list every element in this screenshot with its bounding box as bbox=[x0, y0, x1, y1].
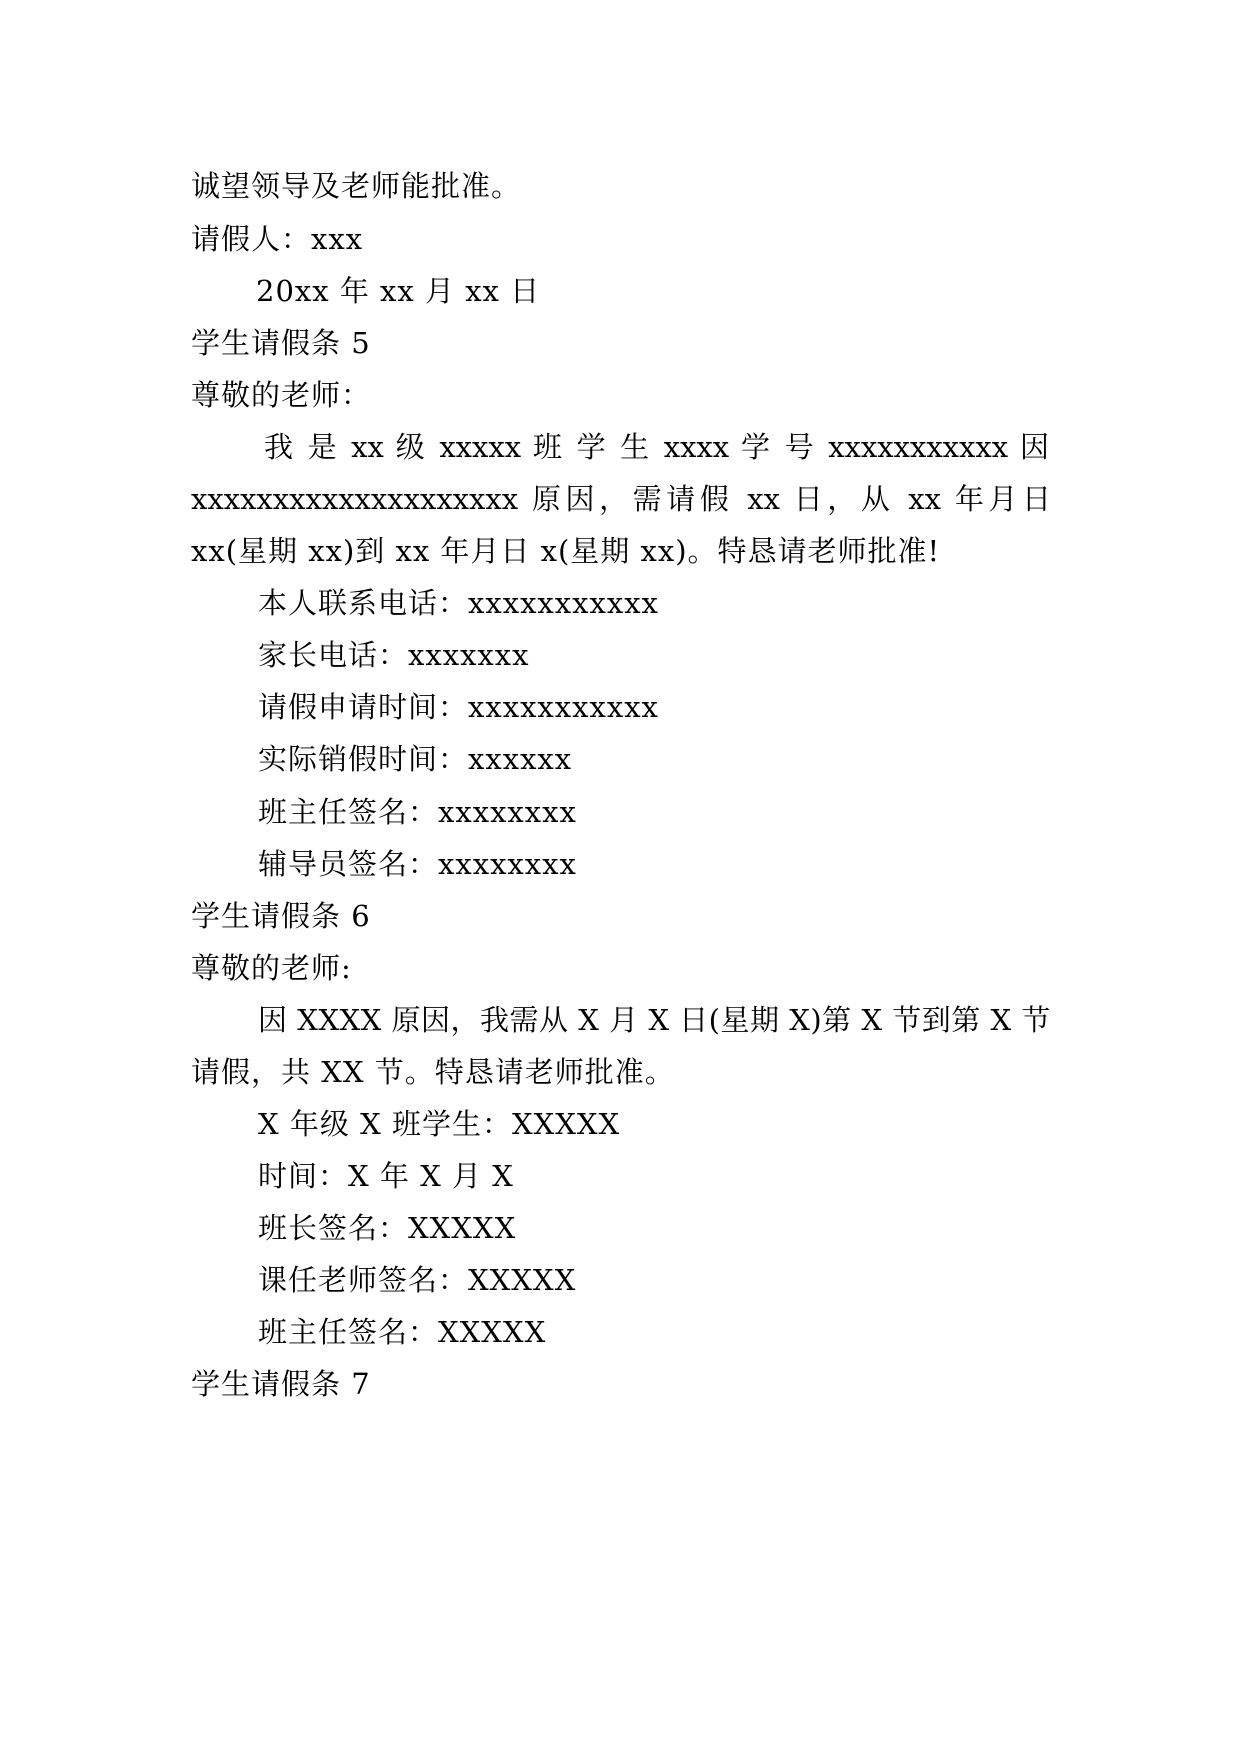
field-headteacher-signature-6: 班主任签名：XXXXX bbox=[258, 1315, 547, 1349]
date-line: 20xx 年 xx 月 xx 日 bbox=[256, 274, 541, 308]
field-time: 时间：X 年 X 月 X bbox=[258, 1159, 514, 1193]
salutation-6: 尊敬的老师: bbox=[191, 951, 352, 985]
field-request-time: 请假申请时间：xxxxxxxxxxx bbox=[258, 690, 659, 724]
section-heading-7: 学生请假条 7 bbox=[191, 1367, 371, 1401]
section-heading-6: 学生请假条 6 bbox=[191, 899, 371, 933]
closing-line: 诚望领导及老师能批准。 bbox=[191, 169, 522, 203]
body-line-6-2: 请假，共 XX 节。特恳请老师批准。 bbox=[191, 1055, 675, 1089]
field-headteacher-signature: 班主任签名：xxxxxxxx bbox=[258, 795, 577, 829]
applicant-line: 请假人：xxx bbox=[191, 222, 364, 256]
body-line-5-3: xx(星期 xx)到 xx 年月日 x(星期 xx)。特恳请老师批准! bbox=[191, 534, 941, 568]
field-phone: 本人联系电话：xxxxxxxxxxx bbox=[258, 586, 659, 620]
field-return-time: 实际销假时间：xxxxxx bbox=[258, 742, 573, 776]
body-line-6-1: 因 XXXX 原因，我需从 X 月 X 日(星期 X)第 X 节到第 X 节 bbox=[258, 1003, 1051, 1037]
field-monitor-signature: 班长签名：XXXXX bbox=[258, 1211, 517, 1245]
field-class-student: X 年级 X 班学生：XXXXX bbox=[258, 1107, 621, 1141]
section-heading-5: 学生请假条 5 bbox=[191, 326, 371, 360]
salutation-5: 尊敬的老师： bbox=[191, 378, 372, 412]
body-line-5-1: 我 是 xx 级 xxxxx 班 学 生 xxxx 学 号 xxxxxxxxxxx 因 bbox=[264, 430, 1049, 464]
field-counselor-signature: 辅导员签名：xxxxxxxx bbox=[258, 847, 577, 881]
body-line-5-2: xxxxxxxxxxxxxxxxxxxx 原因，需请假 xx 日，从 xx 年月日 bbox=[191, 482, 1051, 516]
field-parent-phone: 家长电话：xxxxxxx bbox=[258, 638, 530, 672]
field-teacher-signature: 课任老师签名：XXXXX bbox=[258, 1263, 577, 1297]
